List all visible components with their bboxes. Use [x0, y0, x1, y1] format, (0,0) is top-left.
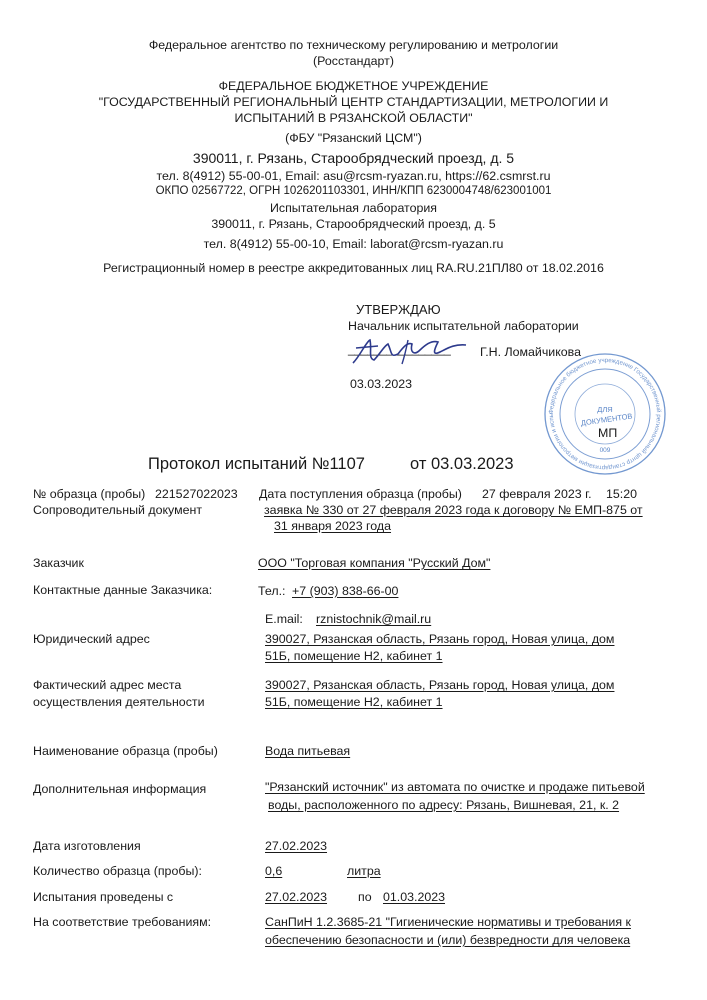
signature-image [348, 336, 483, 366]
email-prefix: E.mail: [265, 612, 303, 626]
quantity-label: Количество образца (пробы): [33, 864, 202, 878]
org-name-line2: ИСПЫТАНИЙ В РЯЗАНСКОЙ ОБЛАСТИ" [234, 111, 473, 125]
phone-value: +7 (903) 838-66-00 [292, 584, 399, 598]
contacts-label: Контактные данные Заказчика: [33, 583, 213, 597]
tested-from-value: 27.02.2023 [265, 890, 328, 904]
approver-position: Начальник испытательной лаборатории [348, 319, 579, 333]
legal-address-line2: 51Б, помещение Н2, кабинет 1 [265, 649, 443, 663]
customer-label: Заказчик [33, 556, 84, 570]
approver-name: Г.Н. Ломайчикова [480, 345, 581, 359]
svg-text:ДЛЯ: ДЛЯ [597, 405, 613, 414]
requirements-line1: СанПиН 1.2.3685-21 "Гигиенические нормативы и требования к [265, 915, 631, 929]
stamp-mp-label: МП [598, 426, 618, 440]
requirements-label: На соответствие требованиям: [33, 915, 212, 929]
additional-info-line2: воды, расположенного по адресу: Рязань, Вишневая, 21, к. 2 [268, 798, 620, 812]
approval-date: 03.03.2023 [350, 377, 413, 391]
actual-address-line1: 390027, Рязанская область, Рязань город, Новая улица, дом [265, 678, 615, 692]
received-date: 27 февраля 2023 г. [482, 487, 592, 501]
received-label: Дата поступления образца (пробы) [259, 487, 462, 501]
accompanying-doc-line1: заявка № 330 от 27 февраля 2023 года к договору № ЕМП-875 от [264, 503, 643, 517]
sample-number: 221527022023 [155, 487, 238, 501]
org-codes: ОКПО 02567722, ОГРН 1026201103301, ИНН/КПП 6230004748/623001001 [155, 185, 552, 197]
svg-text:ДОКУМЕНТОВ: ДОКУМЕНТОВ [580, 411, 633, 428]
tested-to-value: 01.03.2023 [383, 890, 446, 904]
signature-line: ________________ [348, 342, 451, 356]
production-date-label: Дата изготовления [33, 839, 141, 853]
actual-address-label1: Фактический адрес места [33, 678, 182, 692]
received-time: 15:20 [606, 487, 638, 501]
svg-text:Федеральное бюджетное учрежден: Федеральное бюджетное учреждение Государственный региональный центр стандартизации метрологии и испы [547, 356, 663, 472]
email-value: rznistochnik@mail.ru [316, 612, 432, 626]
tested-to-label: по [358, 890, 372, 904]
phone-prefix: Тел.: [258, 584, 286, 598]
org-contacts: тел. 8(4912) 55-00-01, Email: asu@rcsm-ryazan.ru, https://62.csmrst.ru [156, 169, 551, 183]
actual-address-line2: 51Б, помещение Н2, кабинет 1 [265, 695, 443, 709]
additional-info-line1: "Рязанский источник" из автомата по очистке и продаже питьевой [265, 780, 645, 794]
lab-contacts: тел. 8(4912) 55-00-10, Email: laborat@rcsm-ryazan.ru [203, 237, 504, 251]
approve-heading: УТВЕРЖДАЮ [356, 302, 441, 317]
agency-short: (Росстандарт) [313, 54, 394, 68]
quantity-value: 0,6 [265, 864, 283, 878]
protocol-title: Протокол испытаний №1107 [148, 455, 365, 473]
accompanying-doc-line2: 31 января 2023 года [274, 519, 392, 533]
requirements-line2: обеспечению безопасности и (или) безвредности для человека [265, 933, 631, 947]
tested-from-label: Испытания проведены с [33, 890, 174, 904]
org-address: 390011, г. Рязань, Старообрядческий проезд, д. 5 [192, 150, 515, 166]
org-type: ФЕДЕРАЛЬНОЕ БЮДЖЕТНОЕ УЧРЕЖДЕНИЕ [218, 79, 489, 93]
registration-number: Регистрационный номер в реестре аккредитованных лиц RA.RU.21ПЛ80 от 18.02.2016 [103, 261, 604, 275]
sample-name-label: Наименование образца (пробы) [33, 744, 218, 758]
legal-address-line1: 390027, Рязанская область, Рязань город, Новая улица, дом [265, 632, 615, 646]
legal-address-label: Юридический адрес [33, 632, 150, 646]
svg-text:009: 009 [599, 447, 611, 454]
org-name-line1: "ГОСУДАРСТВЕННЫЙ РЕГИОНАЛЬНЫЙ ЦЕНТР СТАНДАРТИЗАЦИИ, МЕТРОЛОГИИ И [98, 95, 609, 109]
lab-address: 390011, г. Рязань, Старообрядческий проезд, д. 5 [211, 217, 496, 231]
additional-info-label: Дополнительная информация [33, 782, 207, 796]
agency-line: Федеральное агентство по техническому регулированию и метрологии [148, 38, 559, 52]
production-date-value: 27.02.2023 [265, 839, 328, 853]
lab-title: Испытательная лаборатория [269, 201, 438, 215]
protocol-date: от 03.03.2023 [410, 455, 514, 473]
seal-stamp [543, 352, 667, 476]
sample-name-value: Вода питьевая [265, 744, 351, 758]
actual-address-label2: осуществления деятельности [33, 695, 205, 709]
customer-value: ООО "Торговая компания "Русский Дом" [258, 556, 491, 570]
accompanying-doc-label: Сопроводительный документ [33, 503, 203, 517]
quantity-unit: литра [347, 864, 381, 878]
sample-number-label: № образца (пробы) [33, 487, 146, 501]
org-short-name: (ФБУ "Рязанский ЦСМ") [285, 131, 422, 145]
